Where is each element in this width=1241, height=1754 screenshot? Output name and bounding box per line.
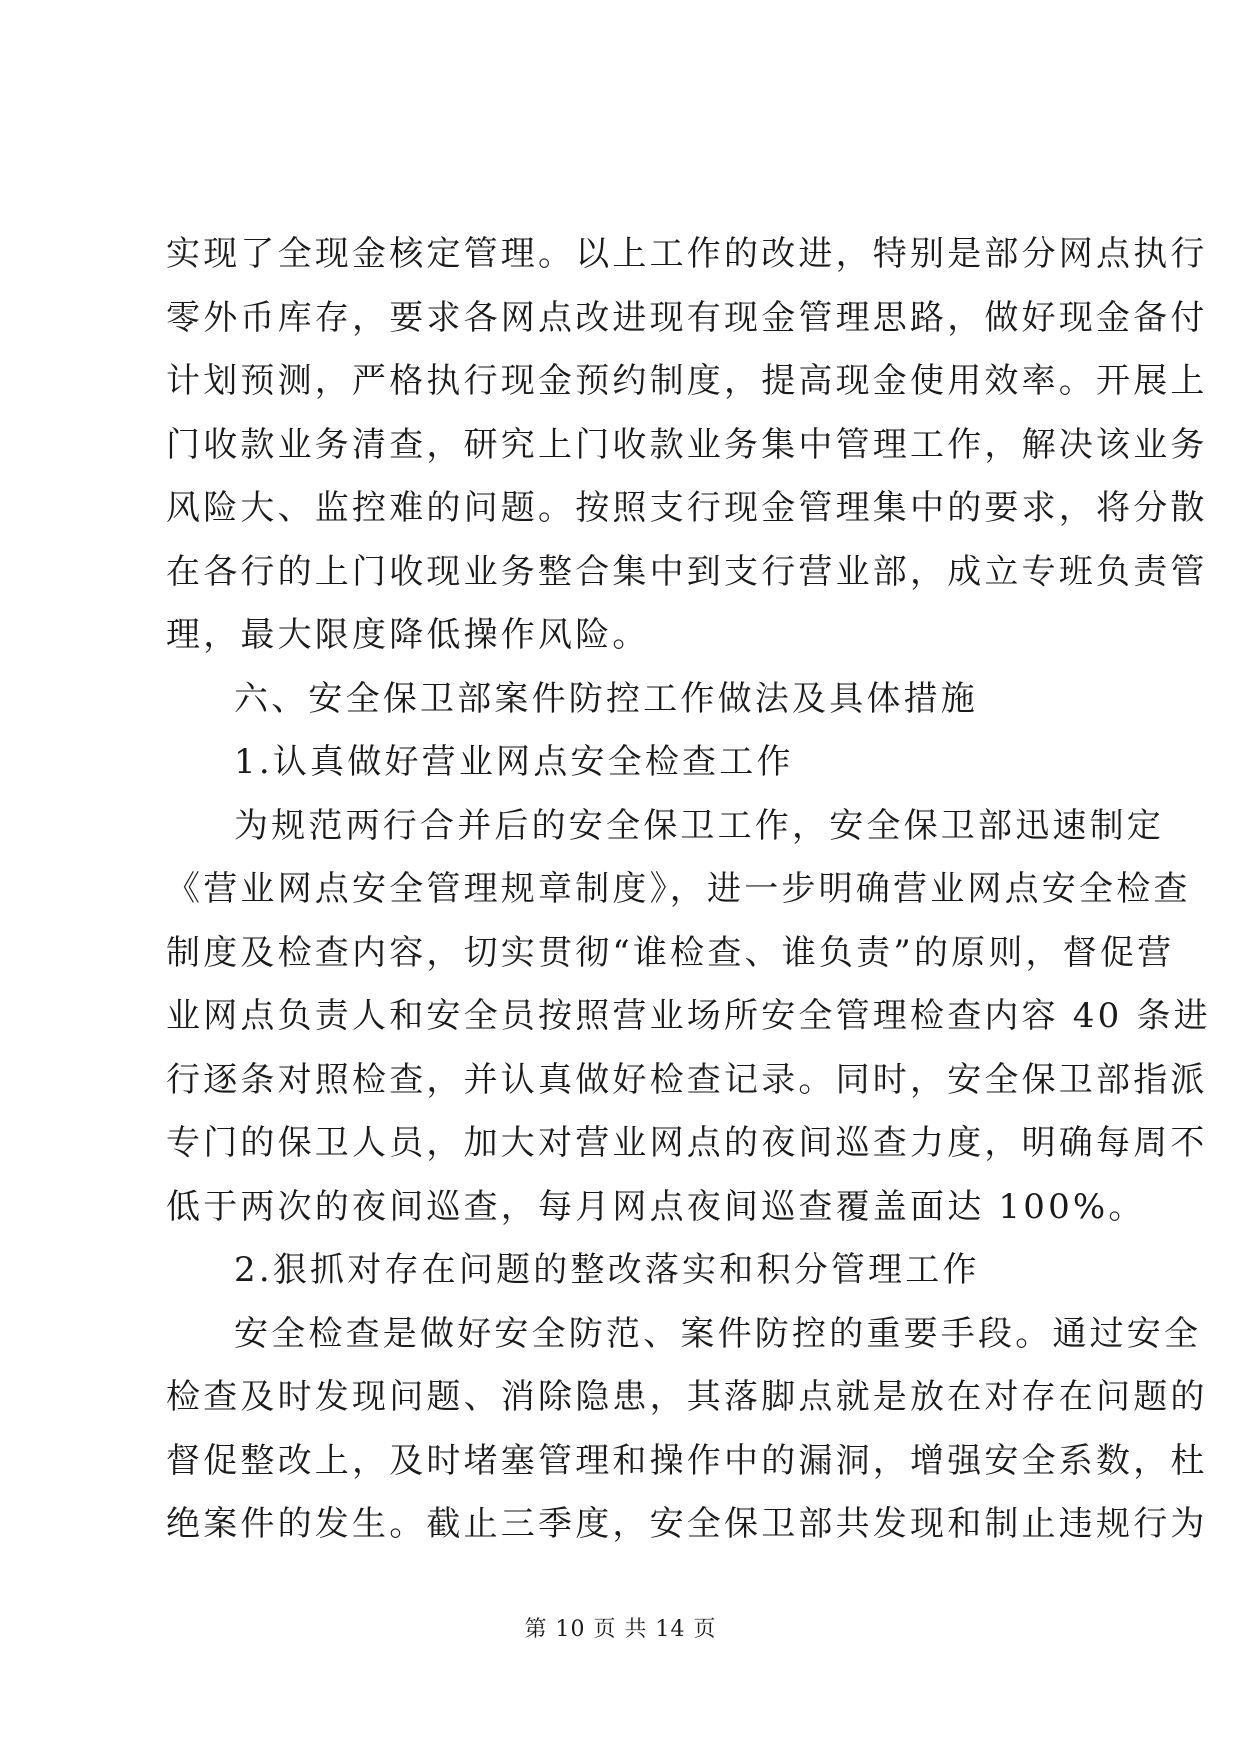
paragraph-line: 安全检查是做好安全防范、案件防控的重要手段。通过安全	[234, 1313, 1202, 1354]
paragraph-line: 低于两次的夜间巡查，每月网点夜间巡查覆盖面达 100%。	[166, 1186, 1146, 1227]
paragraph-line: 计划预测，严格执行现金预约制度，提高现金使用效率。开展上	[166, 361, 1208, 401]
page-footer: 第 10 页 共 14 页	[524, 1617, 717, 1642]
paragraph-line: 行逐条对照检查，并认真做好检查记录。同时，安全保卫部指派	[166, 1059, 1208, 1100]
paragraph-line: 《营业网点安全管理规章制度》，进一步明确营业网点安全检查	[166, 869, 1191, 909]
section-heading: 六、安全保卫部案件防控工作做法及具体措施	[234, 678, 978, 719]
paragraph-line: 风险大、监控难的问题。按照支行现金管理集中的要求，将分散	[166, 488, 1208, 528]
paragraph-line: 专门的保卫人员，加大对营业网点的夜间巡查力度，明确每周不	[166, 1123, 1208, 1163]
subsection-heading: 1.认真做好营业网点安全检查工作	[234, 742, 794, 782]
paragraph-line: 业网点负责人和安全员按照营业场所安全管理检查内容 40 条进	[166, 996, 1211, 1036]
paragraph-line: 制度及检查内容，切实贯彻“谁检查、谁负责”的原则，督促营	[166, 932, 1175, 973]
paragraph-line: 为规范两行合并后的安全保卫工作，安全保卫部迅速制定	[234, 805, 1164, 846]
paragraph-line: 在各行的上门收现业务整合集中到支行营业部，成立专班负责管	[166, 551, 1208, 592]
paragraph-line: 理，最大限度降低操作风险。	[166, 615, 650, 655]
paragraph-line: 绝案件的发生。截止三季度，安全保卫部共发现和制止违规行为	[166, 1504, 1208, 1544]
paragraph-line: 检查及时发现问题、消除隐患，其落脚点就是放在对存在问题的	[166, 1377, 1208, 1417]
paragraph-line: 门收款业务清查，研究上门收款业务集中管理工作，解决该业务	[166, 424, 1208, 465]
document-body	[166, 223, 1211, 1557]
paragraph-line: 实现了全现金核定管理。以上工作的改进，特别是部分网点执行	[166, 234, 1208, 274]
subsection-heading: 2.狠抓对存在问题的整改落实和积分管理工作	[234, 1250, 980, 1290]
paragraph-line: 督促整改上，及时堵塞管理和操作中的漏洞，增强安全系数，杜	[166, 1440, 1208, 1481]
paragraph-line: 零外币库存，要求各网点改进现有现金管理思路，做好现金备付	[166, 297, 1208, 338]
